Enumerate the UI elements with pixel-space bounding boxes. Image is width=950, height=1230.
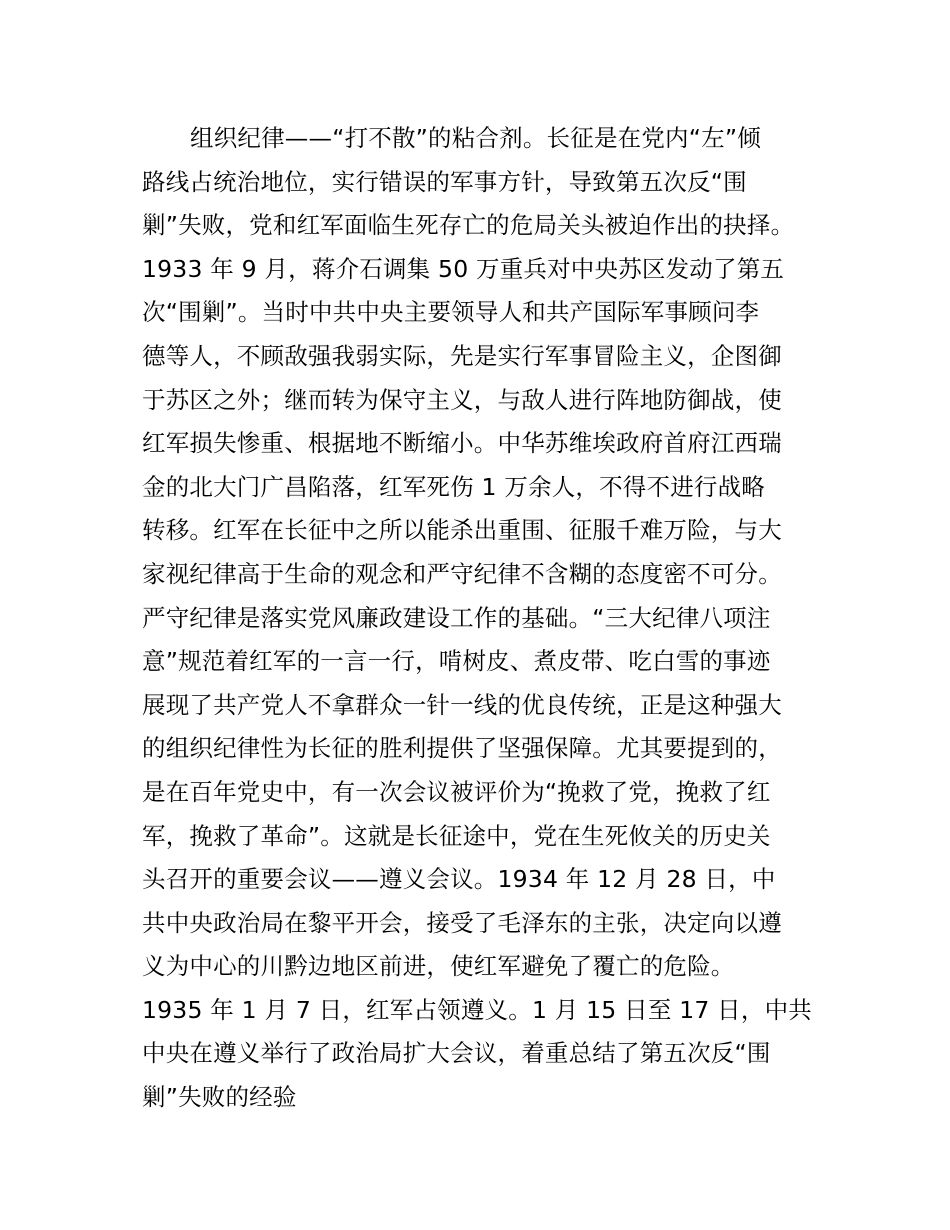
text-line: 军，挽救了革命”。这就是长征途中，党在生死攸关的历史关 — [142, 821, 771, 850]
text-line: 家视纪律高于生命的观念和严守纪律不含糊的态度密不可分。 — [142, 559, 782, 588]
text-line: 路线占统治地位，实行错误的军事方针，导致第五次反“围 — [142, 167, 747, 196]
text-line: 德等人，不顾敌强我弱实际，先是实行军事冒险主义，企图御 — [142, 341, 782, 370]
text-line: 1933 年 9 月，蒋介石调集 50 万重兵对中央苏区发动了第五 — [142, 254, 785, 283]
text-line: 是在百年党史中，有一次会议被评价为“挽救了党，挽救了红 — [142, 777, 771, 806]
text-line: 组织纪律——“打不散”的粘合剂。长征是在党内“左”倾 — [190, 124, 761, 152]
text-line: 中央在遵义举行了政治局扩大会议，着重总结了第五次反“围 — [142, 1039, 771, 1068]
text-line: 于苏区之外；继而转为保守主义，与敌人进行阵地防御战，使 — [142, 385, 782, 414]
text-line: 剿”失败的经验 — [142, 1083, 297, 1112]
text-line: 头召开的重要会议——遵义会议。1934 年 12 月 28 日，中 — [142, 865, 776, 894]
text-line: 次“围剿”。当时中共中央主要领导人和共产国际军事顾问李 — [142, 298, 760, 327]
text-line: 义为中心的川黔边地区前进，使红军避免了覆亡的危险。 — [142, 952, 735, 981]
text-line: 1935 年 1 月 7 日，红军占领遵义。1 月 15 日至 17 日，中共 — [142, 995, 812, 1024]
text-line: 意”规范着红军的一言一行，啃树皮、煮皮带、吃白雪的事迹 — [142, 647, 771, 676]
text-line: 红军损失惨重、根据地不断缩小。中华苏维埃政府首府江西瑞 — [142, 429, 782, 458]
text-line: 转移。红军在长征中之所以能杀出重围、征服千难万险，与大 — [142, 516, 782, 545]
text-line: 的组织纪律性为长征的胜利提供了坚强保障。尤其要提到的， — [142, 734, 782, 763]
body-paragraph — [142, 117, 832, 1120]
text-line: 展现了共产党人不拿群众一针一线的优良传统，正是这种强大 — [142, 690, 782, 719]
text-line: 严守纪律是落实党风廉政建设工作的基础。“三大纪律八项注 — [142, 603, 771, 632]
text-line: 剿”失败，党和红军面临生死存亡的危局关头被迫作出的抉择。 — [142, 211, 795, 240]
text-line: 共中央政治局在黎平开会，接受了毛泽东的主张，决定向以遵 — [142, 908, 782, 937]
text-line: 金的北大门广昌陷落，红军死伤 1 万余人，不得不进行战略 — [142, 472, 765, 501]
